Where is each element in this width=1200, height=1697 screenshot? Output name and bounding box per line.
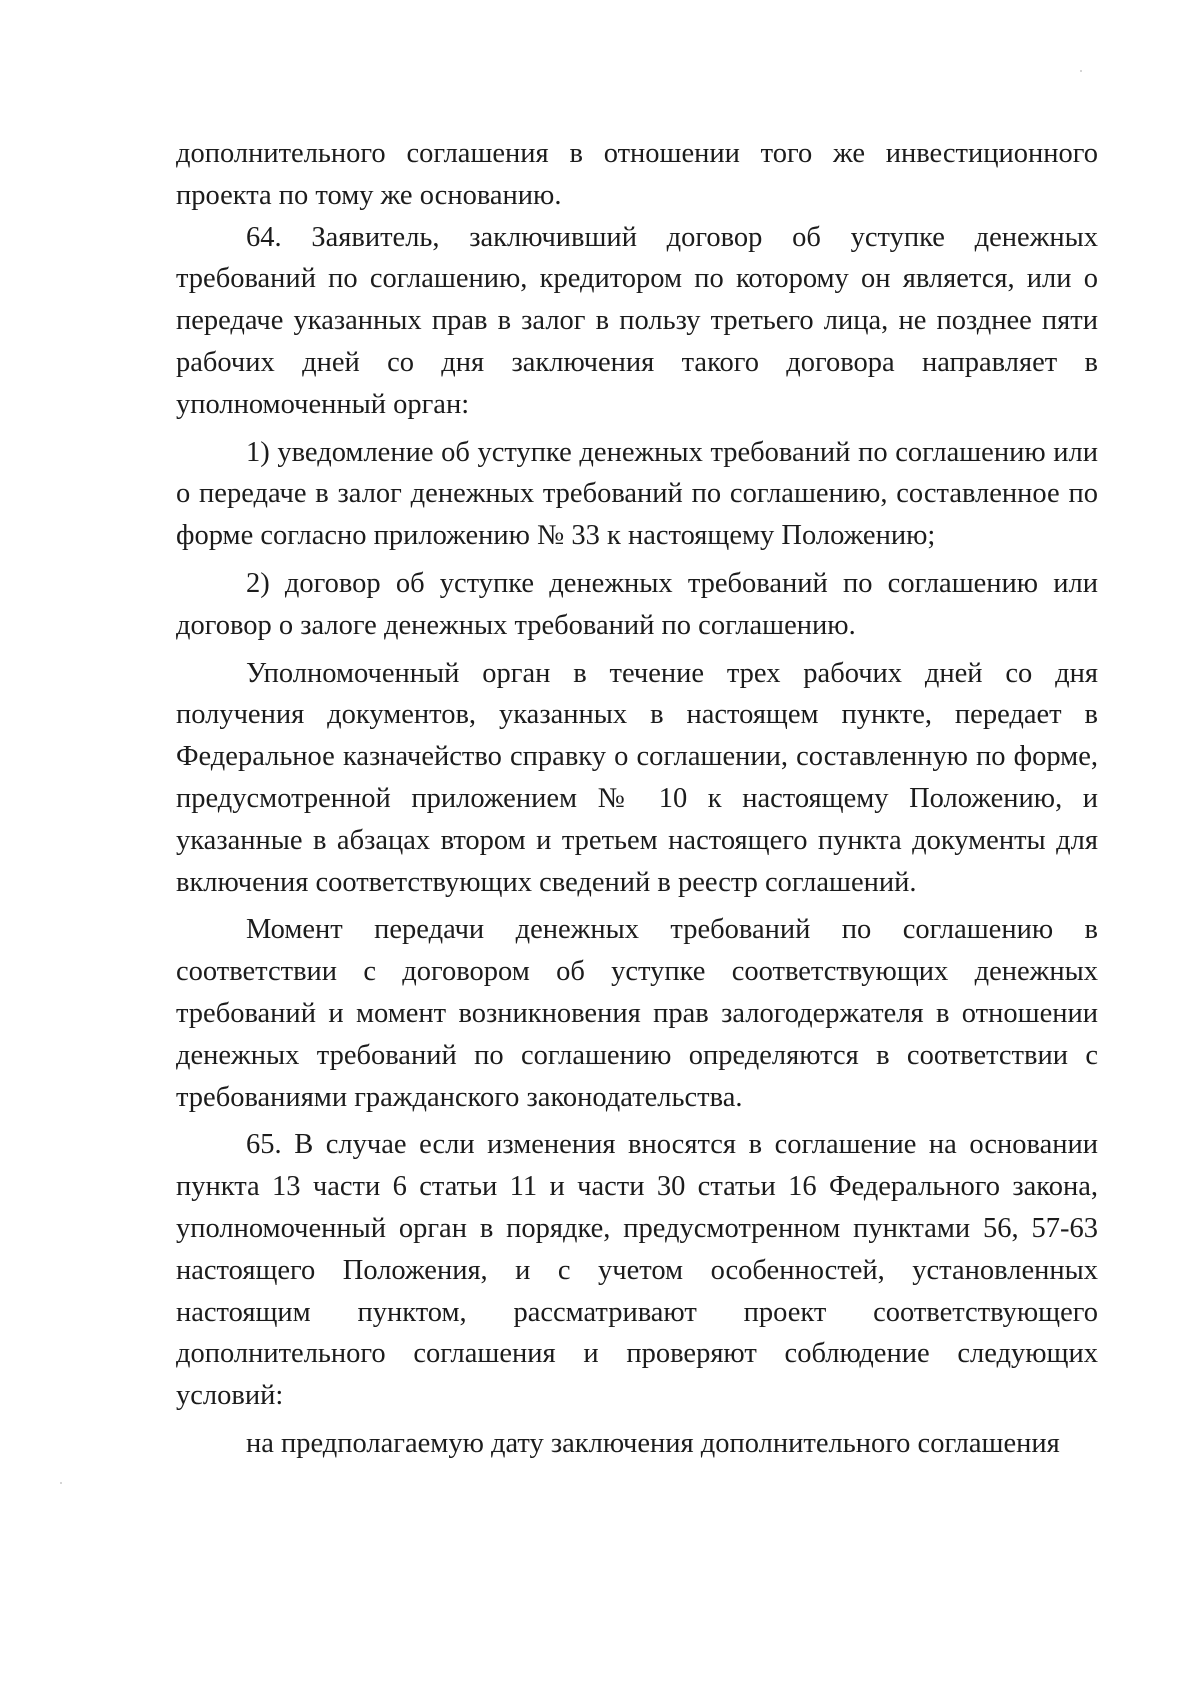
scan-speck: [1080, 70, 1082, 72]
paragraph-transfer-moment: Момент передачи денежных требований по соглашению в соответствии с договором об уступке соответствующих денежных требований и момент возникновения прав залогодержателя в отношении денежных требований по соглашению определяются в соответствии с требованиями гражданского законодательства.: [176, 914, 1098, 1113]
paragraph-authorized-body: Уполномоченный орган в течение трех рабочих дней со дня получения документов, указанных в настоящем пункте, передает в Федеральное казначейство справку о соглашении, составленную по форме, предусмотренной приложением № 10 к настоящему Положению, и указанные в абзацах втором и третьем настоящего пункта документы для включения соответствующих сведений в реестр соглашений.: [176, 657, 1098, 898]
paragraph-continuation: дополнительного соглашения в отношении того же инвестиционного проекта по тому же основанию.: [176, 138, 1098, 211]
paragraph-item-64-subitem-2: 2) договор об уступке денежных требований по соглашению или договор о залоге денежных требований по соглашению.: [176, 567, 1098, 641]
paragraph-item-64-subitem-1: 1) уведомление об уступке денежных требований по соглашению или о передаче в залог денежных требований по соглашению, составленное по форме согласно приложению № 33 к настоящему Положению;: [176, 436, 1098, 552]
scan-speck: [60, 1482, 62, 1484]
paragraph-item-65: 65. В случае если изменения вносятся в соглашение на основании пункта 13 части 6 статьи 11 и части 30 статьи 16 Федерального закона, уполномоченный орган в порядке, предусмотренном пунктами 56, 57-63 настоящего Положения, и с учетом особенностей, установленных настоящим пунктом, рассматривают проект соответствующего дополнительного соглашения и проверяют соблюдение следующих условий:: [176, 1129, 1098, 1412]
document-body: [176, 133, 1098, 1465]
paragraph-expected-date: на предполагаемую дату заключения дополнительного соглашения: [246, 1427, 1060, 1459]
paragraph-item-64: 64. Заявитель, заключивший договор об уступке денежных требований по соглашению, кредитором по которому он является, или о передаче указанных прав в залог в пользу третьего лица, не позднее пяти рабочих дней со дня заключения такого договора направляет в уполномоченный орган:: [176, 221, 1098, 420]
